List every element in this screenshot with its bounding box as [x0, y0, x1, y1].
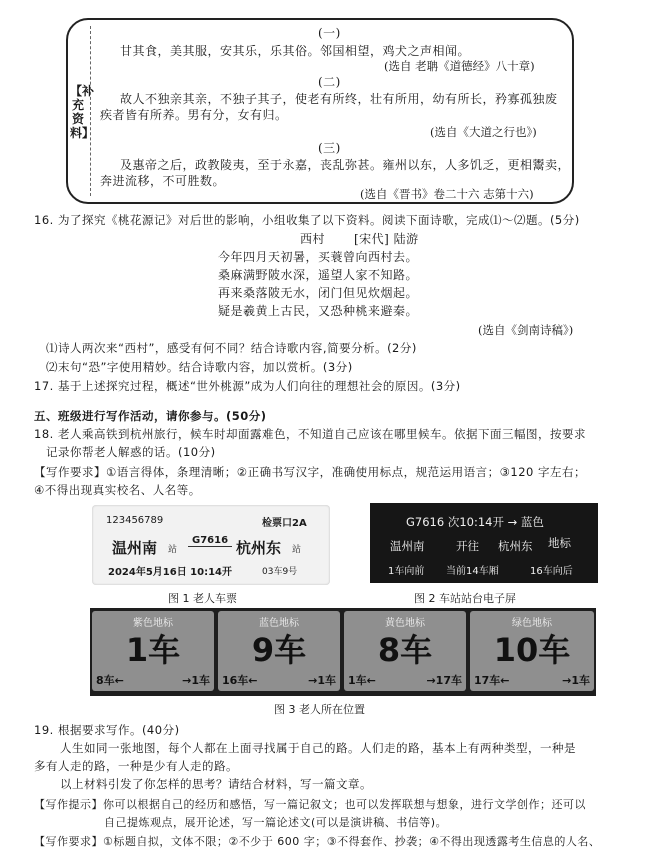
sign-caption: 蓝色地标 [259, 618, 299, 629]
sign-caption: 黄色地标 [385, 618, 425, 629]
supplement-source-3: (选自《晋书》卷二十六 志第十六) [360, 187, 534, 201]
supplement-heading-3: (三) [318, 141, 341, 155]
supplement-divider [90, 26, 91, 196]
screen-from: 温州南 [390, 539, 425, 553]
sign-left-direction: 8车← [96, 674, 124, 687]
screen-car-current: 当前14车厢 [446, 566, 499, 577]
q19-material-1: 人生如同一张地图，每个人都在上面寻找属于自己的路。人们走的路，基本上有两种类型，一种是 [60, 741, 576, 755]
q18-requirement-2: ④不得出现真实校名、人名等。 [34, 483, 201, 497]
floor-sign [92, 611, 214, 691]
sign-caption: 紫色地标 [133, 618, 173, 629]
sign-left-direction: 16车← [222, 674, 258, 687]
screen-car-first: 1车向前 [388, 566, 425, 577]
q19-prompt: 以上材料引发了你怎样的思考？请结合材料，写一篇文章。 [60, 777, 372, 791]
ticket-from-station: 温州南 [112, 539, 158, 557]
screen-to: 杭州东 [498, 539, 533, 553]
figure3-caption: 图 3 老人所在位置 [274, 703, 365, 716]
q19-tip-2: 自己提炼观点，展开论述，写一篇论述文(可以是演讲稿、书信等)。 [104, 816, 448, 829]
supplement-label: 【补充资料】 [70, 84, 95, 140]
poem-line-1: 今年四月天初暑，买蓑曾向西村去。 [218, 250, 419, 264]
q19-material-2: 多有人走的路，一种是少有人走的路。 [34, 759, 238, 773]
q18-requirement-1: 【写作要求】①语言得体，条理清晰；②正确书写汉字，准确使用标点，规范运用语言；③120 字左右； [34, 465, 587, 479]
sign-left-direction: 17车← [474, 674, 510, 687]
sign-car-number: 10车 [493, 631, 571, 669]
supplement-text-2b: 疾者皆有所养。男有分，女有归。 [100, 108, 288, 122]
sign-car-number: 9车 [251, 631, 307, 669]
poem-source: (选自《剑南诗稿》) [478, 323, 574, 337]
q16-sub2: ⑵末句“恐”字使用精妙。结合诗歌内容，加以赏析。(3分) [46, 360, 353, 374]
sign-right-direction: →1车 [308, 674, 336, 687]
supplement-heading-2: (二) [318, 75, 341, 89]
sign-car-number: 1车 [125, 631, 181, 669]
floor-sign [218, 611, 340, 691]
sign-car-number: 8车 [377, 631, 433, 669]
floor-sign [470, 611, 594, 691]
poem-line-4: 疑是羲黄上古民，又恐种桃来避秦。 [218, 304, 419, 318]
supplement-text-1: 甘其食，美其服，安其乐，乐其俗。邻国相望，鸡犬之声相闻。 [120, 44, 471, 58]
q18-stem-1: 18. 老人乘高铁到杭州旅行，候车时却面露难色，不知道自己应该在哪里候车。依据下面三幅图，按要求 [34, 427, 586, 441]
supplement-source-2: (选自《大道之行也》) [430, 125, 537, 139]
screen-train-line: G7616 次10:14开 → 蓝色 [406, 515, 544, 529]
q16-sub1: ⑴诗人两次来“西村”，感受有何不同？结合诗歌内容,简要分析。(2分) [46, 341, 417, 355]
poem-author: [宋代] 陆游 [354, 232, 419, 246]
supplement-heading-1: (一) [318, 26, 341, 40]
screen-bound: 开往 [456, 539, 479, 553]
platform-screen-image [370, 503, 598, 583]
section5-heading: 五、班级进行写作活动，请你参与。(50分) [34, 409, 267, 423]
ticket-from-suffix: 站 [168, 545, 178, 555]
supplement-text-2a: 故人不独亲其亲，不独子其子，使老有所终，壮有所用，幼有所长，矜寡孤独废 [120, 92, 558, 106]
screen-car-back: 16车向后 [530, 566, 573, 577]
q19-tip-1: 【写作提示】你可以根据自己的经历和感悟，写一篇记叙文；也可以发挥联想与想象，进行文学创作；还可以 [34, 798, 586, 811]
sign-left-direction: 1车← [348, 674, 376, 687]
q18-stem-2: 记录你帮老人解惑的话。(10分) [46, 445, 216, 459]
sign-right-direction: →1车 [562, 674, 590, 687]
ticket-gate: 检票口2A [262, 518, 307, 529]
train-ticket-image [92, 505, 330, 585]
figure1-caption: 图 1 老人车票 [168, 592, 237, 605]
poem-title: 西村 [300, 232, 326, 246]
ticket-to-station: 杭州东 [236, 539, 282, 557]
screen-mark: 地标 [548, 536, 571, 550]
figure2-caption: 图 2 车站站台电子屏 [414, 592, 516, 605]
platform-signs-image [90, 608, 596, 696]
q19-requirement: 【写作要求】①标题自拟，文体不限；②不少于 600 字；③不得套作、抄袭；④不得出现透露考生信息的人名、 [34, 835, 601, 848]
poem-line-3: 再来桑落陂无水，闭门但见炊烟起。 [218, 286, 419, 300]
ticket-datetime: 2024年5月16日 10:14开 [108, 567, 233, 578]
poem-line-2: 桑麻满野陂水深，遥望人家不知路。 [218, 268, 419, 282]
q16-stem: 16. 为了探究《桃花源记》对后世的影响，小组收集了以下资料。阅读下面诗歌，完成⑴～⑵题。(5分) [34, 213, 580, 227]
q19-stem: 19. 根据要求写作。(40分) [34, 723, 180, 737]
ticket-seat: 03车9号 [262, 567, 298, 577]
supplement-text-3b: 奔进流移，不可胜数。 [100, 174, 226, 188]
sign-right-direction: →1车 [182, 674, 210, 687]
ticket-serial: 123456789 [106, 515, 164, 526]
sign-caption: 绿色地标 [512, 618, 552, 629]
sign-right-direction: →17车 [426, 674, 462, 687]
supplement-source-1: (选自 老聃《道德经》八十章) [384, 59, 535, 73]
ticket-to-suffix: 站 [292, 545, 302, 555]
ticket-train-number: G7616 [188, 535, 232, 547]
q17-stem: 17. 基于上述探究过程，概述“世外桃源”成为人们向往的理想社会的原因。(3分) [34, 379, 461, 393]
floor-sign [344, 611, 466, 691]
supplement-text-3a: 及惠帝之后，政教陵夷，至于永嘉，丧乱弥甚。雍州以东，人多饥乏，更相鬻卖， [120, 158, 571, 172]
